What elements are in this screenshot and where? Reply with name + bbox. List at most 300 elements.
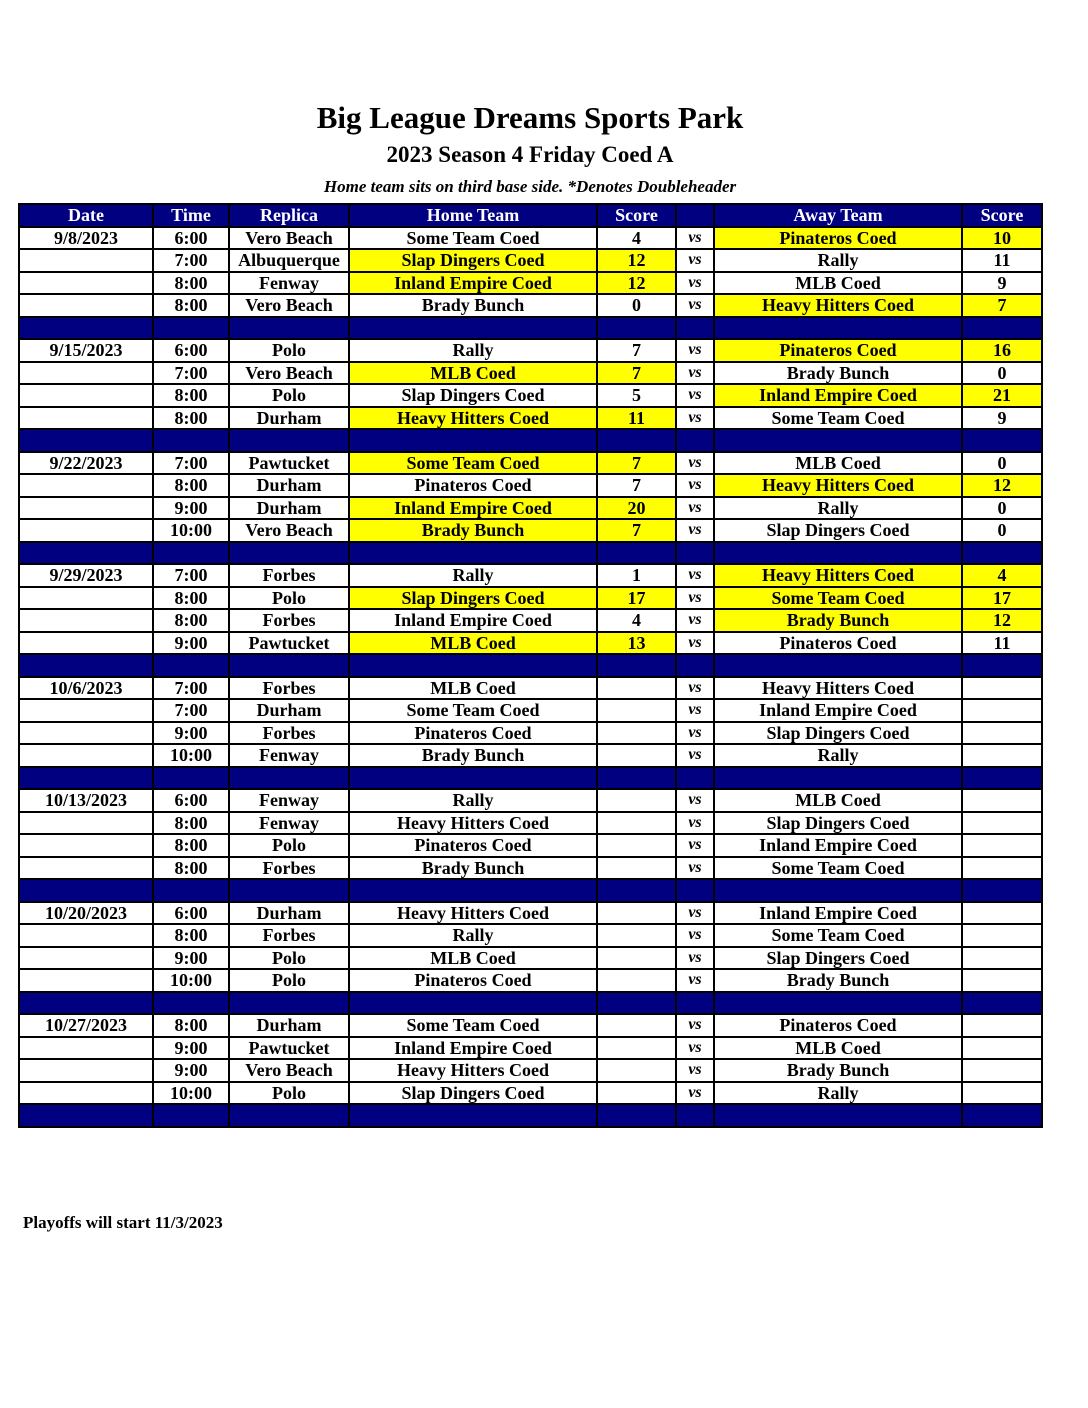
game-date xyxy=(19,609,153,632)
game-field: Durham xyxy=(229,699,349,722)
home-team: Some Team Coed xyxy=(349,699,597,722)
separator-cell xyxy=(19,654,153,677)
game-field: Fenway xyxy=(229,272,349,295)
vs-label: vs xyxy=(676,812,714,835)
week-separator xyxy=(19,1104,1042,1127)
separator-cell xyxy=(714,654,962,677)
game-field: Polo xyxy=(229,339,349,362)
home-team: Slap Dingers Coed xyxy=(349,1082,597,1105)
game-row xyxy=(19,789,1042,812)
away-team: Inland Empire Coed xyxy=(714,699,962,722)
away-team: Pinateros Coed xyxy=(714,227,962,250)
game-row xyxy=(19,1059,1042,1082)
away-team: Brady Bunch xyxy=(714,969,962,992)
away-score: 12 xyxy=(962,609,1042,632)
away-score xyxy=(962,1059,1042,1082)
separator-cell xyxy=(714,542,962,565)
away-team: Rally xyxy=(714,497,962,520)
game-date xyxy=(19,744,153,767)
game-row xyxy=(19,947,1042,970)
separator-cell xyxy=(229,767,349,790)
home-team: Brady Bunch xyxy=(349,857,597,880)
game-row xyxy=(19,857,1042,880)
game-row xyxy=(19,272,1042,295)
separator-cell xyxy=(349,317,597,340)
home-score: 11 xyxy=(597,407,676,430)
game-date xyxy=(19,1037,153,1060)
game-date xyxy=(19,474,153,497)
home-team: Rally xyxy=(349,789,597,812)
away-score: 12 xyxy=(962,474,1042,497)
page-subtitle: 2023 Season 4 Friday Coed A xyxy=(386,142,674,167)
home-team: Some Team Coed xyxy=(349,1014,597,1037)
game-date xyxy=(19,294,153,317)
separator-cell xyxy=(229,992,349,1015)
separator-cell xyxy=(597,879,676,902)
separator-cell xyxy=(19,429,153,452)
away-score xyxy=(962,1014,1042,1037)
game-time: 7:00 xyxy=(153,249,229,272)
header-vs xyxy=(676,204,714,227)
game-time: 8:00 xyxy=(153,384,229,407)
vs-label: vs xyxy=(676,677,714,700)
home-team: Brady Bunch xyxy=(349,744,597,767)
separator-cell xyxy=(597,992,676,1015)
separator-cell xyxy=(962,1104,1042,1127)
away-score: 0 xyxy=(962,497,1042,520)
game-row xyxy=(19,609,1042,632)
home-team: Heavy Hitters Coed xyxy=(349,902,597,925)
separator-cell xyxy=(19,1104,153,1127)
away-team: Heavy Hitters Coed xyxy=(714,474,962,497)
game-date xyxy=(19,722,153,745)
home-team: Rally xyxy=(349,564,597,587)
away-team: Pinateros Coed xyxy=(714,339,962,362)
game-time: 9:00 xyxy=(153,1037,229,1060)
game-time: 8:00 xyxy=(153,407,229,430)
game-field: Polo xyxy=(229,834,349,857)
away-team: Some Team Coed xyxy=(714,407,962,430)
separator-cell xyxy=(597,767,676,790)
game-row xyxy=(19,452,1042,475)
away-team: Some Team Coed xyxy=(714,587,962,610)
home-team: Heavy Hitters Coed xyxy=(349,812,597,835)
home-team: Heavy Hitters Coed xyxy=(349,1059,597,1082)
game-date xyxy=(19,362,153,385)
away-score: 7 xyxy=(962,294,1042,317)
home-score xyxy=(597,699,676,722)
game-date xyxy=(19,497,153,520)
away-team: Brady Bunch xyxy=(714,1059,962,1082)
home-team: MLB Coed xyxy=(349,632,597,655)
away-score xyxy=(962,969,1042,992)
game-time: 9:00 xyxy=(153,497,229,520)
separator-cell xyxy=(349,879,597,902)
game-date xyxy=(19,1082,153,1105)
game-time: 8:00 xyxy=(153,587,229,610)
separator-cell xyxy=(19,992,153,1015)
header-home-team: Home Team xyxy=(349,204,597,227)
home-score: 0 xyxy=(597,294,676,317)
game-row xyxy=(19,384,1042,407)
home-score: 1 xyxy=(597,564,676,587)
game-date: 9/29/2023 xyxy=(19,564,153,587)
game-field: Forbes xyxy=(229,722,349,745)
game-time: 7:00 xyxy=(153,564,229,587)
home-team: Pinateros Coed xyxy=(349,969,597,992)
separator-cell xyxy=(676,767,714,790)
away-team: Brady Bunch xyxy=(714,362,962,385)
separator-cell xyxy=(229,429,349,452)
home-score: 4 xyxy=(597,227,676,250)
game-time: 8:00 xyxy=(153,1014,229,1037)
game-row xyxy=(19,519,1042,542)
game-row xyxy=(19,407,1042,430)
game-date xyxy=(19,969,153,992)
game-field: Fenway xyxy=(229,744,349,767)
vs-label: vs xyxy=(676,497,714,520)
home-score xyxy=(597,1014,676,1037)
home-team: Pinateros Coed xyxy=(349,722,597,745)
header-date: Date xyxy=(19,204,153,227)
game-row xyxy=(19,1014,1042,1037)
game-date: 9/8/2023 xyxy=(19,227,153,250)
game-date xyxy=(19,587,153,610)
home-team: Pinateros Coed xyxy=(349,474,597,497)
game-date: 10/20/2023 xyxy=(19,902,153,925)
separator-cell xyxy=(597,654,676,677)
game-field: Vero Beach xyxy=(229,294,349,317)
game-date xyxy=(19,384,153,407)
game-time: 6:00 xyxy=(153,789,229,812)
away-score xyxy=(962,924,1042,947)
schedule-table xyxy=(18,203,1043,1128)
home-team: Rally xyxy=(349,924,597,947)
home-score xyxy=(597,789,676,812)
separator-cell xyxy=(676,992,714,1015)
game-field: Polo xyxy=(229,384,349,407)
away-team: Heavy Hitters Coed xyxy=(714,677,962,700)
separator-cell xyxy=(349,1104,597,1127)
separator-cell xyxy=(19,317,153,340)
game-time: 10:00 xyxy=(153,1082,229,1105)
game-date xyxy=(19,632,153,655)
away-score: 9 xyxy=(962,272,1042,295)
home-team: Pinateros Coed xyxy=(349,834,597,857)
vs-label: vs xyxy=(676,632,714,655)
vs-label: vs xyxy=(676,294,714,317)
game-field: Durham xyxy=(229,474,349,497)
separator-cell xyxy=(349,429,597,452)
game-time: 8:00 xyxy=(153,272,229,295)
away-score xyxy=(962,812,1042,835)
home-score xyxy=(597,1059,676,1082)
game-field: Vero Beach xyxy=(229,1059,349,1082)
home-team: Brady Bunch xyxy=(349,519,597,542)
away-score: 11 xyxy=(962,632,1042,655)
game-row xyxy=(19,812,1042,835)
vs-label: vs xyxy=(676,227,714,250)
vs-label: vs xyxy=(676,587,714,610)
schedule-note: Home team sits on third base side. *Denotes Doubleheader xyxy=(323,177,737,196)
away-score: 10 xyxy=(962,227,1042,250)
game-time: 10:00 xyxy=(153,519,229,542)
separator-cell xyxy=(229,654,349,677)
away-team: Inland Empire Coed xyxy=(714,834,962,857)
vs-label: vs xyxy=(676,519,714,542)
away-score: 0 xyxy=(962,452,1042,475)
separator-cell xyxy=(229,879,349,902)
home-score xyxy=(597,969,676,992)
separator-cell xyxy=(153,1104,229,1127)
separator-cell xyxy=(597,1104,676,1127)
home-score: 17 xyxy=(597,587,676,610)
vs-label: vs xyxy=(676,609,714,632)
game-field: Polo xyxy=(229,947,349,970)
week-separator xyxy=(19,992,1042,1015)
game-row xyxy=(19,924,1042,947)
game-date xyxy=(19,699,153,722)
separator-cell xyxy=(962,429,1042,452)
game-time: 8:00 xyxy=(153,609,229,632)
game-date xyxy=(19,857,153,880)
game-row xyxy=(19,339,1042,362)
vs-label: vs xyxy=(676,1037,714,1060)
away-score xyxy=(962,699,1042,722)
game-field: Forbes xyxy=(229,677,349,700)
home-team: Inland Empire Coed xyxy=(349,497,597,520)
separator-cell xyxy=(153,879,229,902)
vs-label: vs xyxy=(676,902,714,925)
separator-cell xyxy=(714,767,962,790)
away-score xyxy=(962,857,1042,880)
game-time: 6:00 xyxy=(153,339,229,362)
home-score xyxy=(597,834,676,857)
game-date xyxy=(19,272,153,295)
separator-cell xyxy=(676,429,714,452)
page-title: Big League Dreams Sports Park xyxy=(316,100,744,135)
game-field: Durham xyxy=(229,1014,349,1037)
home-score: 12 xyxy=(597,249,676,272)
game-date xyxy=(19,812,153,835)
away-score xyxy=(962,834,1042,857)
vs-label: vs xyxy=(676,834,714,857)
week-separator xyxy=(19,317,1042,340)
home-team: Slap Dingers Coed xyxy=(349,249,597,272)
vs-label: vs xyxy=(676,362,714,385)
separator-cell xyxy=(153,992,229,1015)
vs-label: vs xyxy=(676,452,714,475)
away-team: MLB Coed xyxy=(714,272,962,295)
vs-label: vs xyxy=(676,474,714,497)
away-score xyxy=(962,722,1042,745)
game-date: 10/27/2023 xyxy=(19,1014,153,1037)
separator-cell xyxy=(349,992,597,1015)
away-team: Heavy Hitters Coed xyxy=(714,294,962,317)
header-row xyxy=(19,204,1042,227)
game-field: Forbes xyxy=(229,609,349,632)
week-separator xyxy=(19,429,1042,452)
game-field: Durham xyxy=(229,902,349,925)
separator-cell xyxy=(153,542,229,565)
game-time: 10:00 xyxy=(153,969,229,992)
game-time: 8:00 xyxy=(153,812,229,835)
separator-cell xyxy=(19,542,153,565)
away-score xyxy=(962,789,1042,812)
separator-cell xyxy=(962,654,1042,677)
game-field: Fenway xyxy=(229,789,349,812)
game-time: 8:00 xyxy=(153,834,229,857)
away-team: Pinateros Coed xyxy=(714,632,962,655)
game-time: 8:00 xyxy=(153,294,229,317)
home-score xyxy=(597,857,676,880)
game-date: 9/15/2023 xyxy=(19,339,153,362)
game-field: Albuquerque xyxy=(229,249,349,272)
game-time: 6:00 xyxy=(153,902,229,925)
away-team: Heavy Hitters Coed xyxy=(714,564,962,587)
away-score: 9 xyxy=(962,407,1042,430)
vs-label: vs xyxy=(676,722,714,745)
away-team: MLB Coed xyxy=(714,452,962,475)
away-team: Some Team Coed xyxy=(714,857,962,880)
separator-cell xyxy=(714,429,962,452)
vs-label: vs xyxy=(676,969,714,992)
away-score xyxy=(962,902,1042,925)
separator-cell xyxy=(229,542,349,565)
game-date xyxy=(19,834,153,857)
away-score xyxy=(962,744,1042,767)
away-team: Pinateros Coed xyxy=(714,1014,962,1037)
separator-cell xyxy=(19,767,153,790)
vs-label: vs xyxy=(676,857,714,880)
home-score: 7 xyxy=(597,452,676,475)
game-time: 7:00 xyxy=(153,362,229,385)
home-score xyxy=(597,812,676,835)
home-team: Some Team Coed xyxy=(349,452,597,475)
game-row xyxy=(19,902,1042,925)
home-score xyxy=(597,722,676,745)
separator-cell xyxy=(153,767,229,790)
header-replica: Replica xyxy=(229,204,349,227)
game-time: 6:00 xyxy=(153,227,229,250)
game-date xyxy=(19,1059,153,1082)
game-date: 10/13/2023 xyxy=(19,789,153,812)
home-team: Heavy Hitters Coed xyxy=(349,407,597,430)
week-separator xyxy=(19,879,1042,902)
away-score: 21 xyxy=(962,384,1042,407)
home-score xyxy=(597,1037,676,1060)
game-row xyxy=(19,699,1042,722)
footer-note: Playoffs will start 11/3/2023 xyxy=(23,1213,223,1232)
separator-cell xyxy=(714,992,962,1015)
separator-cell xyxy=(229,317,349,340)
week-separator xyxy=(19,542,1042,565)
vs-label: vs xyxy=(676,1014,714,1037)
game-time: 7:00 xyxy=(153,699,229,722)
away-team: Rally xyxy=(714,249,962,272)
game-row xyxy=(19,474,1042,497)
home-score xyxy=(597,744,676,767)
game-time: 7:00 xyxy=(153,452,229,475)
away-team: Some Team Coed xyxy=(714,924,962,947)
separator-cell xyxy=(676,542,714,565)
game-time: 8:00 xyxy=(153,924,229,947)
game-field: Durham xyxy=(229,497,349,520)
vs-label: vs xyxy=(676,249,714,272)
separator-cell xyxy=(153,317,229,340)
home-team: MLB Coed xyxy=(349,947,597,970)
home-score: 7 xyxy=(597,339,676,362)
home-score: 7 xyxy=(597,519,676,542)
schedule-body xyxy=(19,227,1042,1127)
home-team: Brady Bunch xyxy=(349,294,597,317)
away-team: Slap Dingers Coed xyxy=(714,519,962,542)
separator-cell xyxy=(714,879,962,902)
game-row xyxy=(19,362,1042,385)
game-row xyxy=(19,564,1042,587)
game-field: Vero Beach xyxy=(229,362,349,385)
home-score xyxy=(597,1082,676,1105)
separator-cell xyxy=(962,542,1042,565)
game-field: Polo xyxy=(229,969,349,992)
home-score: 20 xyxy=(597,497,676,520)
away-team: MLB Coed xyxy=(714,1037,962,1060)
separator-cell xyxy=(153,654,229,677)
game-row xyxy=(19,587,1042,610)
game-date xyxy=(19,947,153,970)
separator-cell xyxy=(962,767,1042,790)
game-date: 9/22/2023 xyxy=(19,452,153,475)
home-team: Inland Empire Coed xyxy=(349,609,597,632)
game-date: 10/6/2023 xyxy=(19,677,153,700)
vs-label: vs xyxy=(676,272,714,295)
away-team: Slap Dingers Coed xyxy=(714,947,962,970)
game-date xyxy=(19,924,153,947)
separator-cell xyxy=(962,992,1042,1015)
separator-cell xyxy=(597,542,676,565)
header-time: Time xyxy=(153,204,229,227)
game-date xyxy=(19,407,153,430)
away-team: Rally xyxy=(714,744,962,767)
home-score: 5 xyxy=(597,384,676,407)
home-score: 7 xyxy=(597,362,676,385)
game-row xyxy=(19,677,1042,700)
away-team: Inland Empire Coed xyxy=(714,902,962,925)
game-field: Durham xyxy=(229,407,349,430)
away-score xyxy=(962,1037,1042,1060)
home-team: Inland Empire Coed xyxy=(349,272,597,295)
game-time: 9:00 xyxy=(153,722,229,745)
game-date xyxy=(19,519,153,542)
home-score xyxy=(597,924,676,947)
separator-cell xyxy=(349,767,597,790)
separator-cell xyxy=(676,317,714,340)
away-score: 17 xyxy=(962,587,1042,610)
separator-cell xyxy=(349,542,597,565)
game-time: 9:00 xyxy=(153,1059,229,1082)
vs-label: vs xyxy=(676,924,714,947)
home-score xyxy=(597,947,676,970)
game-time: 10:00 xyxy=(153,744,229,767)
game-field: Forbes xyxy=(229,564,349,587)
game-time: 7:00 xyxy=(153,677,229,700)
separator-cell xyxy=(597,317,676,340)
home-team: Slap Dingers Coed xyxy=(349,587,597,610)
game-field: Vero Beach xyxy=(229,227,349,250)
away-score: 4 xyxy=(962,564,1042,587)
game-row xyxy=(19,497,1042,520)
vs-label: vs xyxy=(676,1059,714,1082)
